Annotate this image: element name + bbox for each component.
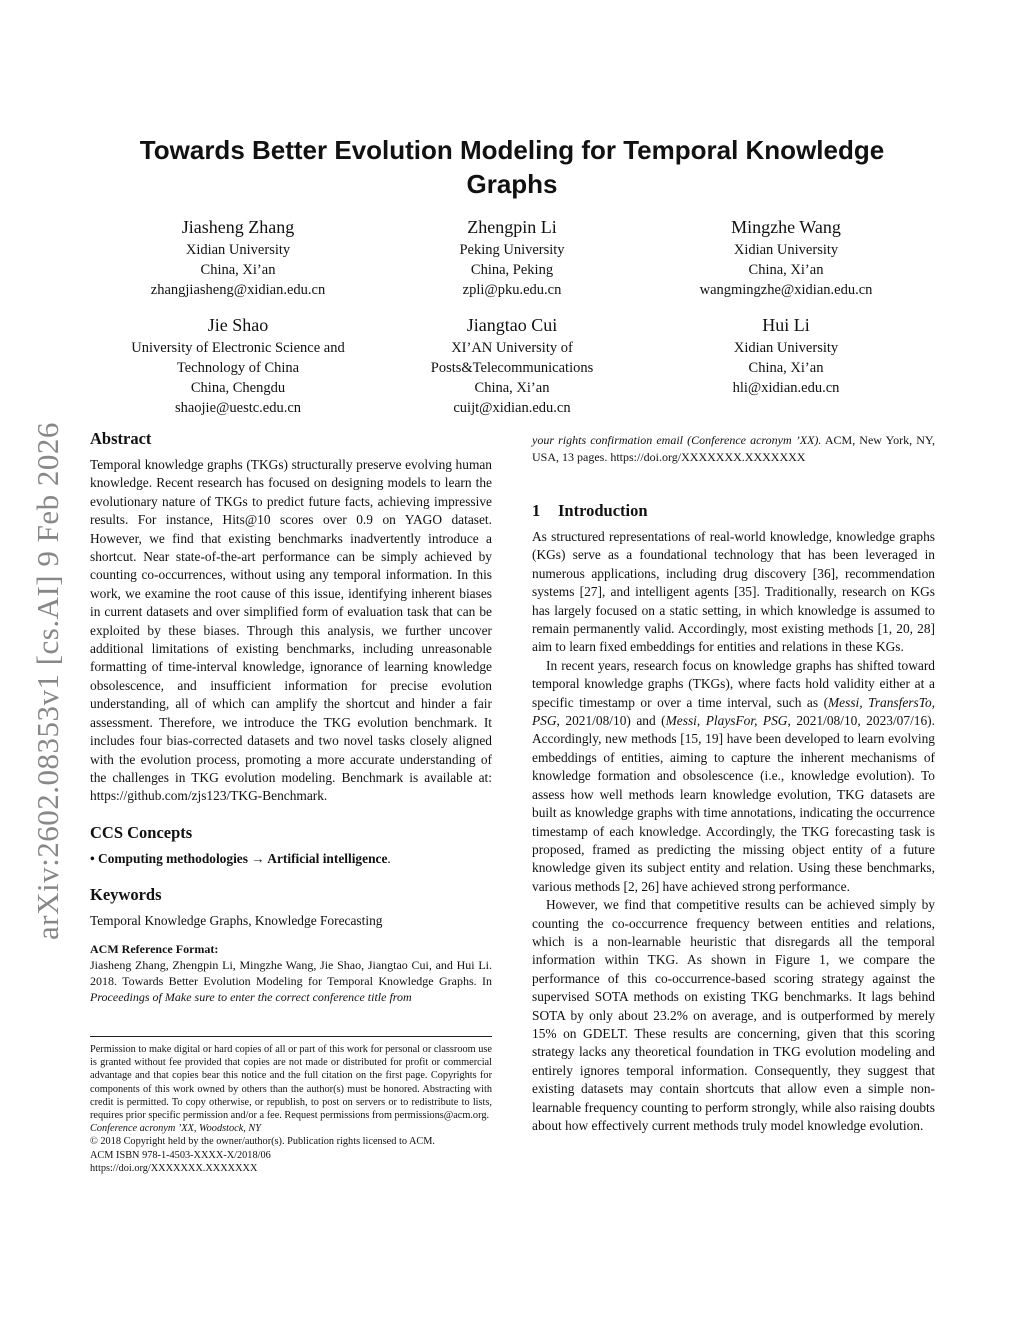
author-location: China, Xi’an	[748, 360, 824, 376]
acm-reference-continued	[532, 432, 935, 466]
intro-p2-end: , 2021/08/10, 2023/07/16). Accordingly, new methods [15, 19] have been developed to learn evolving embeddings of entities, aiming to capture the inherent mechanisms of knowledge formation and obsolescence (i.e., knowledge evolution). To assess how well methods learn knowledge evolution, TKG datasets are built as knowledge graphs with time annotations, indicating the occurrence timestamp of each knowledge. Accordingly, the TKG forecasting task is proposed, framed as predicting the missing object entity of a future knowledge given its subject entity and relation. Using these benchmarks, various methods [2, 26] have achieved strong performance.	[532, 713, 935, 894]
author-name: Jie Shao	[207, 315, 269, 335]
acm-reference-text	[90, 957, 492, 1005]
author-location: China, Xi’an	[474, 380, 550, 396]
author-affiliation: Peking University	[459, 242, 565, 258]
author-affiliation: Xidian University	[733, 340, 839, 356]
ccs-item: • Computing methodologies → Artificial intelligence	[90, 850, 388, 866]
author-affiliation: University of Electronic Science and	[131, 340, 345, 356]
introduction-heading	[532, 500, 935, 522]
author-name: Mingzhe Wang	[731, 217, 841, 237]
author-affiliation: XI’AN University of	[451, 340, 573, 356]
author-block	[644, 215, 928, 300]
intro-paragraph-3: However, we find that competitive results can be achieved simply by counting the co-occurrence frequency between entities and relations, which is a non-learnable heuristic that disregards all the temporal information within TKG. As shown in Figure 1, we compare the performance of this co-occurrence-based scoring strategy against the supervised SOTA methods on existing TKG benchmarks. It lags behind SOTA by only about 23.2% on average, and is outperformed by merely 15% on GDELT. These results are concerning, given that this scoring strategy lacks any theoretical foundation in TKG evolution modeling and entirely ignores temporal information. Consequently, they suggest that existing datasets may contain shortcuts that allow even a simple non-learnable frequency counting to perform strongly, while also raising doubts about how effectively current methods truly model knowledge evolution.	[532, 897, 935, 1133]
ccs-heading: CCS Concepts	[90, 822, 193, 842]
author-location: China, Chengdu	[190, 380, 286, 396]
copyright-line: © 2018 Copyright held by the owner/author(s). Publication rights licensed to ACM.	[90, 1136, 436, 1148]
author-email[interactable]: cuijt@xidian.edu.cn	[453, 400, 571, 416]
keywords-heading: Keywords	[90, 885, 162, 905]
acm-reference-tail: ACM, New York, NY, USA, 13 pages. https://doi.org/XXXXXXX.XXXXXXX	[532, 433, 935, 464]
author-email[interactable]: zhangjiasheng@xidian.edu.cn	[150, 282, 326, 298]
section-number: 1	[532, 501, 541, 520]
author-name: Jiasheng Zhang	[181, 217, 295, 237]
acm-reference-heading: ACM Reference Format:	[90, 941, 219, 956]
author-email[interactable]: zpli@pku.edu.cn	[462, 282, 562, 298]
author-name: Jiangtao Cui	[466, 315, 558, 335]
author-email[interactable]: hli@xidian.edu.cn	[732, 380, 840, 396]
author-affiliation: Posts&Telecommunications	[430, 360, 594, 376]
conference-line: Conference acronym ’XX, Woodstock, NY	[90, 1123, 262, 1135]
author-block	[370, 313, 654, 418]
permission-text: Permission to make digital or hard copies of all or part of this work for personal or classroom use is granted without fee provided that copies are not made or distributed for profit or commercial advantage and that copies bear this notice and the full citation on the first page. Copyrights for components of this work owned by others than the author(s) must be honored. Abstracting with credit is permitted. To copy otherwise, or republish, to post on servers or to redistribute to lists, requires prior specific permission and/or a fee. Request permissions from permissions@acm.org.	[90, 1044, 492, 1122]
intro-example-2: Messi, PlaysFor, PSG	[665, 713, 788, 729]
intro-example-1: Messi, TransfersTo, PSG	[532, 694, 935, 729]
isbn-line: ACM ISBN 978-1-4503-XXXX-X/2018/06	[90, 1149, 271, 1161]
ccs-concepts	[90, 850, 492, 868]
author-affiliation: Xidian University	[733, 242, 839, 258]
author-email[interactable]: shaojie@uestc.edu.cn	[174, 400, 302, 416]
author-location: China, Xi’an	[200, 262, 276, 278]
intro-p2-middle: , 2021/08/10) and (	[556, 713, 666, 729]
abstract-text: Temporal knowledge graphs (TKGs) structurally preserve evolving human knowledge. Recent research has focused on designing models to learn the evolutionary nature of TKGs to predict future facts, achieving impressive results. For instance, Hits@10 scores over 0.9 on YAGO dataset. However, we find that existing benchmarks inadvertently introduce a shortcut. Near state-of-the-art performance can be simply achieved by counting co-occurrences, without using any temporal information. In this work, we examine the root cause of this issue, identifying inherent biases in current datasets and over simplified form of evaluation task that can be exploited by these biases. Through this analysis, we further uncover additional limitations of existing benchmarks, including unreasonable formatting of time-interval knowledge, ignorance of learning knowledge obsolescence, and insufficient information for precise evolution understanding, all of which can amplify the shortcut and hinder a fair assessment. Therefore, we introduce the TKG evolution benchmark. It includes four bias-corrected datasets and two novel tasks closely aligned with the evolution process, promoting a more accurate understanding of the challenges in TKG evolution modeling. Benchmark is available at: https://github.com/zjs123/TKG-Benchmark.	[90, 457, 492, 804]
author-email[interactable]: wangmingzhe@xidian.edu.cn	[699, 282, 873, 298]
author-block	[96, 313, 380, 418]
doi-link[interactable]: https://doi.org/XXXXXXX.XXXXXXX	[90, 1162, 258, 1174]
author-affiliation: Xidian University	[185, 242, 291, 258]
ccs-period: .	[387, 850, 391, 866]
left-column	[90, 428, 492, 1005]
keywords-text: Temporal Knowledge Graphs, Knowledge Forecasting	[90, 913, 383, 929]
section-title: Introduction	[558, 501, 648, 520]
paper-title: Towards Better Evolution Modeling for Temporal Knowledge Graphs	[139, 135, 885, 199]
author-name: Zhengpin Li	[467, 217, 557, 237]
author-block	[370, 215, 654, 300]
intro-paragraph-2	[532, 657, 935, 896]
author-block	[96, 215, 380, 300]
acm-reference-proceedings-cont: your rights confirmation email (Conference acronym ’XX).	[532, 433, 822, 447]
arxiv-identifier: arXiv:2602.08353v1 [cs.AI] 9 Feb 2026	[30, 422, 65, 940]
author-affiliation: Technology of China	[176, 360, 300, 376]
author-block	[644, 313, 928, 398]
author-location: China, Peking	[470, 262, 554, 278]
acm-reference-proceedings: Proceedings of Make sure to enter the correct conference title from	[90, 989, 412, 1004]
permission-footnote	[90, 1036, 492, 1175]
acm-reference-body: Jiasheng Zhang, Zhengpin Li, Mingzhe Wang, Jie Shao, Jiangtao Cui, and Hui Li. 2018. Towards Better Evolution Modeling for Temporal Knowledge Graphs. In	[90, 957, 492, 988]
author-name: Hui Li	[762, 315, 810, 335]
abstract-heading: Abstract	[90, 429, 152, 448]
intro-p2-start: In recent years, research focus on knowledge graphs has shifted toward temporal knowledge graphs (TKGs), where facts hold validity either at a specific timestamp or over a time interval, such as (	[532, 657, 935, 710]
right-column	[532, 432, 935, 1135]
author-location: China, Xi’an	[748, 262, 824, 278]
intro-paragraph-1: As structured representations of real-world knowledge, knowledge graphs (KGs) serve as a foundational technology that has been leveraged in numerous applications, including drug discovery [36], recommendation systems [27], and intelligent agents [35]. Traditionally, research on KGs has largely focused on a static setting, in which knowledge is assumed to remain permanently valid. Accordingly, most existing methods [1, 20, 28] aim to learn fixed embeddings for entities and relations in these KGs.	[532, 529, 935, 655]
